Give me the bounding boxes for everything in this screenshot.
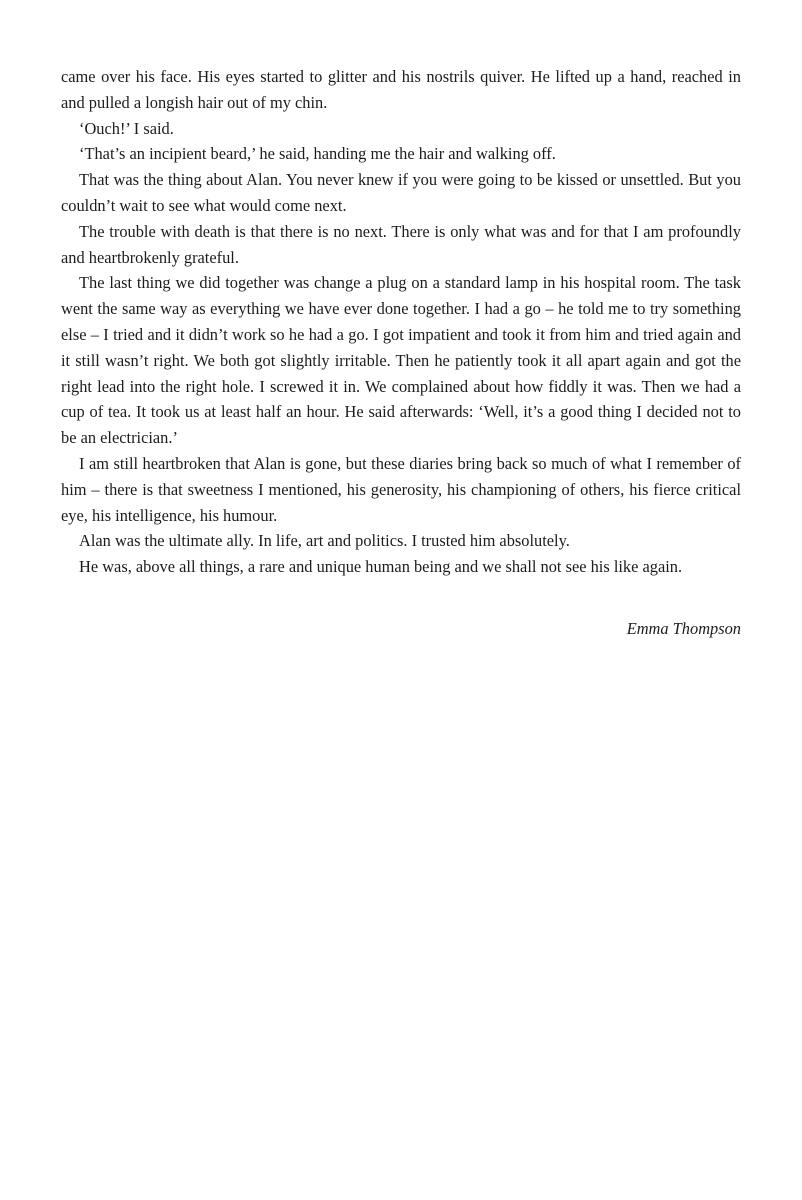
paragraph-9: He was, above all things, a rare and unique human being and we shall not see his like again. <box>79 557 683 577</box>
paragraph-5: The trouble with death is that there is no next. There is only what was and for that I am profoundly and heartbrokenly grateful. <box>61 221 741 267</box>
paragraph-1: came over his face. His eyes started to glitter and his nostrils quiver. He lifted up a hand, reached in and pulled a longish hair out of my chin. <box>61 67 741 112</box>
paragraph-2: ‘Ouch!’ I said. <box>79 118 174 138</box>
paragraph-4: That was the thing about Alan. You never knew if you were going to be kissed or unsettled. But you couldn’t wait to see what would come next. <box>61 170 741 215</box>
paragraph-3: ‘That’s an incipient beard,’ he said, handing me the hair and walking off. <box>79 144 556 164</box>
document-page <box>61 64 741 642</box>
paragraph-7: I am still heartbroken that Alan is gone, but these diaries bring back so much of what I remember of him – there is that sweetness I mentioned, his generosity, his championing of others, his fierce critical eye, his intelligence, his humour. <box>61 453 741 525</box>
author-signature: Emma Thompson <box>626 618 741 638</box>
paragraph-6: The last thing we did together was change a plug on a standard lamp in his hospital room. The task went the same way as everything we have ever done together. I had a go – he told me to try something else – I tried and it didn’t work so he had a go. I got impatient and took it from him and tried again and it still wasn’t right. We both got slightly irritable. Then he patiently took it all apart again and got the right lead into the right hole. I screwed it in. We complained about how fiddly it was. Then we had a cup of tea. It took us at least half an hour. He said afterwards: ‘Well, it’s a good thing I decided not to be an electrician.’ <box>61 273 741 448</box>
paragraph-8: Alan was the ultimate ally. In life, art and politics. I trusted him absolutely. <box>79 531 570 551</box>
